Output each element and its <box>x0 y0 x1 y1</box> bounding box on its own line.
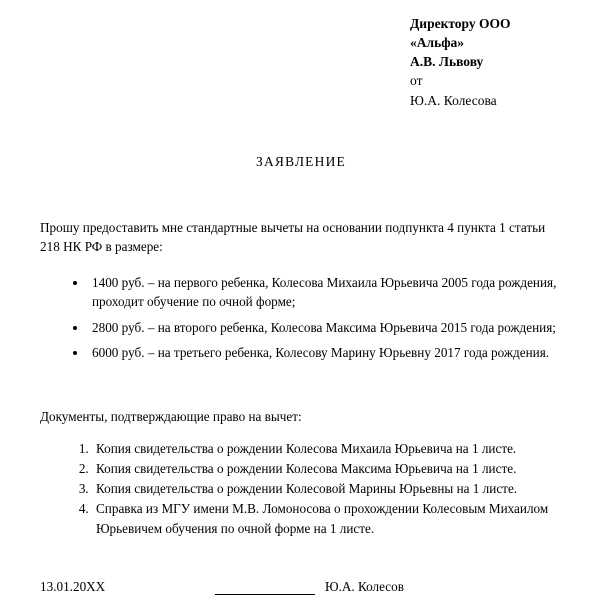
footer-date: 13.01.20ХХ <box>40 579 106 594</box>
addressee-line-2: «Альфа» <box>410 35 465 51</box>
addressee-line-5: Ю.А. Колесова <box>410 92 497 108</box>
list-item: 2. Копия свидетельства о рождении Колесова Максима Юрьевича на 1 листе. <box>92 459 562 478</box>
addressee-line-4: от <box>410 73 423 89</box>
list-item: • 2800 руб. – на второго ребенка, Колесова Максима Юрьевича 2015 года рождения; <box>88 319 562 338</box>
document-footer <box>40 579 562 595</box>
intro-paragraph: Прошу предоставить мне стандартные вычеты на основании подпункта 4 пункта 1 статьи 218 НК РФ в размере: <box>40 219 546 254</box>
list-item: • 1400 руб. – на первого ребенка, Колесова Михаила Юрьевича 2005 года рождения, проходит обучение по очной форме; <box>88 274 562 311</box>
signature-line <box>215 580 315 595</box>
list-item: • 6000 руб. – на третьего ребенка, Колесову Марину Юрьевну 2017 года рождения. <box>88 344 562 363</box>
document-title: ЗАЯВЛЕНИЕ <box>256 153 346 169</box>
signer-name: Ю.А. Колесов <box>325 579 404 594</box>
list-item: 4. Справка из МГУ имени М.В. Ломоносова о прохождении Колесовым Михаилом Юрьевичем обучения по очной форме на 1 листе. <box>92 499 562 537</box>
list-item: 3. Копия свидетельства о рождении Колесовой Марины Юрьевны на 1 листе. <box>92 479 562 498</box>
list-item: 1. Копия свидетельства о рождении Колесова Михаила Юрьевича на 1 листе. <box>92 439 562 458</box>
addressee-block <box>410 14 602 110</box>
deduction-list <box>40 274 562 363</box>
documents-list <box>40 439 562 538</box>
addressee-line-1: Директору ООО <box>410 16 511 31</box>
addressee-line-3: А.В. Львову <box>410 54 484 70</box>
documents-header: Документы, подтверждающие право на вычет: <box>40 409 302 424</box>
